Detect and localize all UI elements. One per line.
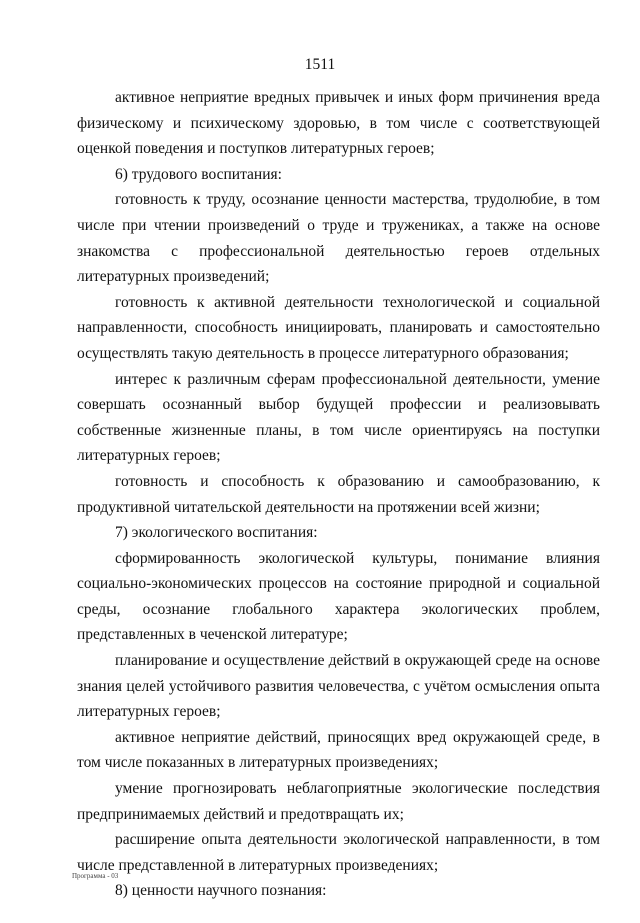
paragraph-readiness-for-work: готовность к труду, осознание ценности мастерства, трудолюбие, в том числе при чтении произведений о труде и тружениках, а также на основе знакомства с профессиональной деятельностью героев отдельных литературных произведений; [77, 191, 600, 286]
heading-ecological-education: 7) экологического воспитания: [115, 524, 318, 542]
paragraph-forecasting-consequences: умение прогнозировать неблагоприятные экологические последствия предпринимаемых действий и предотвращать их; [77, 780, 600, 823]
paragraph-unhealthy-habits: активное неприятие вредных привычек и иных форм причинения вреда физическому и психическому здоровью, в том числе с соответствующей оценкой поведения и поступков литературных героев; [77, 89, 600, 158]
paragraph-professional-interest: интерес к различным сферам профессиональной деятельности, умение совершать осознанный выбор будущей профессии и реализовывать собственные жизненные планы, в том числе ориентируясь на поступки литературных героев; [77, 370, 600, 465]
page-number: 1511 [304, 56, 336, 73]
footer-program-label: Программа - 03 [72, 872, 119, 880]
paragraph-rejecting-harm: активное неприятие действий, приносящих вред окружающей среде, в том числе показанных в литературных произведениях; [77, 728, 600, 772]
paragraph-self-education: готовность и способность к образованию и самообразованию, к продуктивной читательской деятельности на протяжении всей жизни; [77, 472, 600, 516]
paragraph-active-technological-activity: готовность к активной деятельности технологической и социальной направленности, способность инициировать, планировать и самостоятельно осуществлять такую деятельность в процессе литературного образования; [77, 293, 600, 362]
paragraph-ecological-culture: сформированность экологической культуры, понимание влияния социально-экономических процессов на состояние природной и социальной среды, осознание глобального характера экологических проблем, представленных в чеченской литературе; [77, 549, 600, 644]
body-text [77, 85, 600, 904]
paragraph-planning-actions: планирование и осуществление действий в окружающей среде на основе знания целей устойчивого развития человечества, с учётом осмысления опыта литературных героев; [77, 652, 600, 721]
heading-labor-education: 6) трудового воспитания: [115, 165, 282, 183]
paragraph-expanding-experience: расширение опыта деятельности экологической направленности, в том числе представленной в литературных произведениях; [77, 831, 600, 874]
heading-scientific-knowledge: 8) ценности научного познания: [115, 882, 327, 900]
